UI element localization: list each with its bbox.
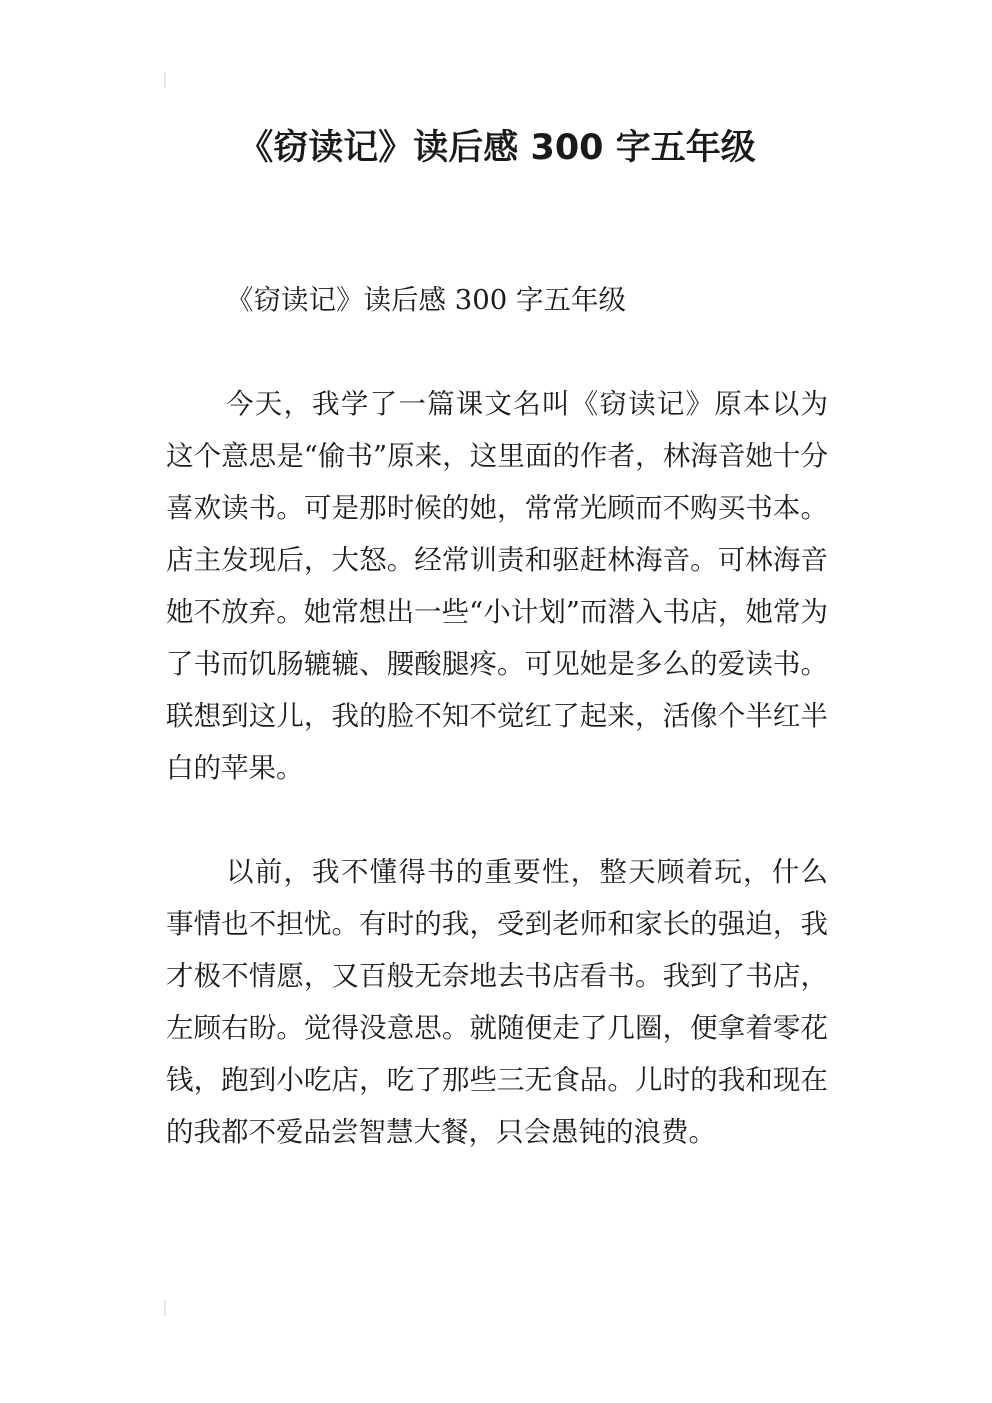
paragraph-2: 以前，我不懂得书的重要性，整天顾着玩，什么事情也不担忧。有时的我，受到老师和家长的强迫，我才极不情愿，又百般无奈地去书店看书。我到了书店，左顾右盼。觉得没意思。就随便走了几圈，便拿着零花钱，跑到小吃店，吃了那些三无食品。儿时的我和现在的我都不爱品尝智慧大餐，只会愚钝的浪费。 xyxy=(166,856,828,1148)
document-body xyxy=(166,274,828,1158)
page-corner-mark-top xyxy=(164,72,166,88)
document-subtitle: 《窃读记》读后感 300 字五年级 xyxy=(226,284,626,316)
paragraph-1: 今天，我学了一篇课文名叫《窃读记》原本以为这个意思是“偷书”原来，这里面的作者，林海音她十分喜欢读书。可是那时候的她，常常光顾而不购买书本。店主发现后，大怒。经常训责和驱赶林海音。可林海音她不放弃。她常想出一些“小计划”而潜入书店，她常为了书而饥肠辘辘、腰酸腿疼。可见她是多么的爱读书。联想到这儿，我的脸不知不觉红了起来，活像个半红半白的苹果。 xyxy=(166,388,828,784)
document-title: 《窃读记》读后感 300 字五年级 xyxy=(238,128,756,168)
page-corner-mark-bottom xyxy=(164,1300,166,1316)
